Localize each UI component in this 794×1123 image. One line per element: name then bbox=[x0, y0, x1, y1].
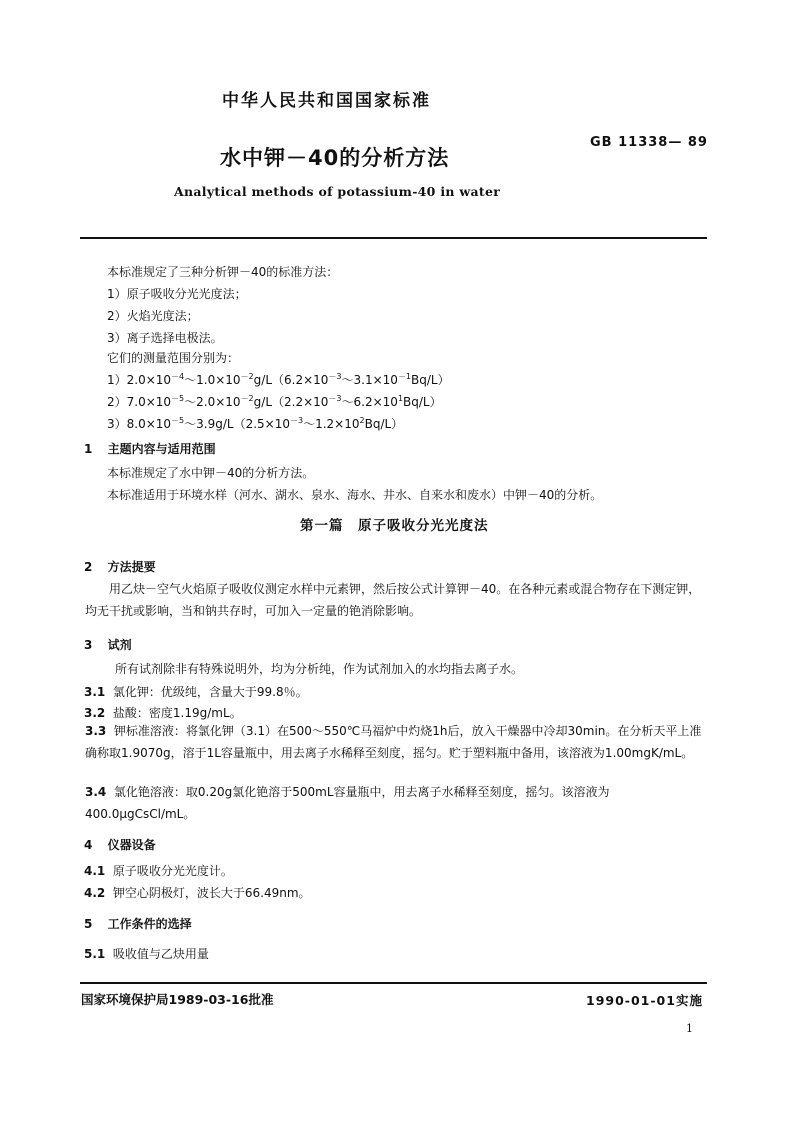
page-number: 1 bbox=[686, 1022, 693, 1035]
part-title: 第一篇 原子吸收分光光度法 bbox=[300, 518, 489, 534]
clause-number: 4.2 bbox=[84, 886, 106, 900]
intro-method-item: 1）原子吸收分光光度法； bbox=[107, 287, 247, 301]
section-heading bbox=[84, 558, 156, 575]
clause-number: 3.4 bbox=[85, 785, 107, 799]
range-exponent: －3 bbox=[328, 394, 342, 403]
intro-range-item bbox=[107, 393, 442, 410]
section-heading bbox=[84, 636, 132, 653]
clause-item bbox=[84, 704, 242, 721]
clause-number: 3.2 bbox=[84, 706, 106, 720]
clause-number: 4.1 bbox=[84, 864, 106, 878]
header-divider bbox=[80, 237, 707, 239]
intro-lead: 本标准规定了三种分析钾－40的标准方法： bbox=[107, 265, 339, 279]
clause-number: 5.1 bbox=[84, 947, 106, 961]
document-title: 水中钾－40的分析方法 bbox=[220, 146, 450, 170]
intro-method-item: 3）离子选择电极法。 bbox=[107, 331, 223, 345]
section-title: 工作条件的选择 bbox=[107, 917, 192, 931]
range-exponent: －2 bbox=[240, 394, 254, 403]
range-text: ～1.0×10 bbox=[184, 373, 241, 387]
clause-item bbox=[84, 884, 311, 901]
clause-text: 吸收值与乙炔用量 bbox=[112, 947, 209, 961]
range-text: 3）8.0×10 bbox=[107, 417, 172, 431]
range-exponent: －2 bbox=[240, 372, 254, 381]
clause-number: 3.1 bbox=[84, 685, 106, 699]
section-title: 仪器设备 bbox=[107, 838, 156, 852]
section-text-line: 所有试剂除非有特殊说明外，均为分析纯，作为试剂加入的水均指去离子水。 bbox=[115, 662, 524, 676]
range-exponent: －3 bbox=[289, 416, 304, 425]
clause-item bbox=[84, 945, 209, 962]
section-text-line: 本标准适用于环境水样（河水、湖水、泉水、海水、井水、自来水和废水）中钾－40的分析。 bbox=[107, 488, 603, 502]
section-number: 3 bbox=[84, 638, 93, 652]
section-number: 1 bbox=[84, 442, 93, 456]
clause-number: 3.3 bbox=[85, 724, 107, 738]
approval-date: 国家环境保护局1989-03-16批准 bbox=[81, 992, 274, 1007]
intro-range-item bbox=[107, 371, 450, 388]
range-exponent: 1 bbox=[397, 394, 404, 403]
clause-item bbox=[84, 683, 308, 700]
section-heading bbox=[84, 915, 192, 932]
intro-range-item bbox=[107, 415, 403, 432]
intro-range-lead: 它们的测量范围分别为： bbox=[107, 351, 240, 365]
range-text: Bq/L） bbox=[403, 395, 442, 409]
range-exponent: －5 bbox=[171, 416, 185, 425]
range-text: Bq/L） bbox=[411, 373, 450, 387]
range-text: ～3.9g/L（2.5×10 bbox=[184, 417, 290, 431]
range-exponent: －4 bbox=[171, 372, 185, 381]
range-text: ～2.0×10 bbox=[184, 395, 241, 409]
clause-text: 钾标准溶液：将氯化钾（3.1）在500～550℃马福炉中灼烧1h后，放入干燥器中冷却30min。在分析天平上准确称取1.9070g，溶于1L容量瓶中，用去离子水稀释至刻度，摇匀。贮于塑料瓶中备用，该溶液为1.00mgK/mL。 bbox=[85, 724, 702, 760]
clause-item bbox=[85, 720, 707, 764]
clause-text: 氯化铯溶液：取0.20g氯化铯溶于500mL容量瓶中，用去离子水稀释至刻度，摇匀。该溶液为400.0μgCsCl/mL。 bbox=[85, 785, 610, 821]
section-number: 2 bbox=[84, 560, 93, 574]
section-title: 试剂 bbox=[107, 638, 132, 652]
issuing-authority: 中华人民共和国国家标准 bbox=[222, 91, 431, 111]
range-text: ～3.1×10 bbox=[341, 373, 398, 387]
standard-code: GB 11338— 89 bbox=[590, 135, 708, 150]
section-heading bbox=[84, 440, 216, 457]
range-exponent: 2 bbox=[359, 416, 365, 425]
range-text: g/L（2.2×10 bbox=[253, 395, 329, 409]
range-exponent: －1 bbox=[397, 372, 412, 381]
clause-text: 氯化钾：优级纯，含量大于99.8％。 bbox=[112, 685, 308, 699]
section-text-line: 本标准规定了水中钾－40的分析方法。 bbox=[107, 466, 315, 480]
clause-text: 钾空心阴极灯，波长大于66.49nm。 bbox=[112, 886, 311, 900]
clause-text: 原子吸收分光光度计。 bbox=[112, 864, 233, 878]
clause-item bbox=[85, 781, 707, 825]
section-number: 5 bbox=[84, 917, 93, 931]
effective-date: 1990-01-01实施 bbox=[586, 993, 703, 1008]
range-exponent: －5 bbox=[171, 394, 185, 403]
range-exponent: －3 bbox=[328, 372, 342, 381]
document-title-english: Analytical methods of potassium-40 in water bbox=[174, 184, 501, 199]
clause-item bbox=[84, 862, 233, 879]
range-text: 1）2.0×10 bbox=[107, 373, 172, 387]
section-heading bbox=[84, 836, 156, 853]
range-text: Bq/L） bbox=[364, 417, 404, 431]
range-text: 2）7.0×10 bbox=[107, 395, 172, 409]
section-number: 4 bbox=[84, 838, 93, 852]
section-title: 方法提要 bbox=[107, 560, 156, 574]
range-text: ～6.2×10 bbox=[341, 395, 398, 409]
range-text: g/L（6.2×10 bbox=[253, 373, 329, 387]
section-title: 主题内容与适用范围 bbox=[107, 442, 216, 456]
intro-method-item: 2）火焰光度法； bbox=[107, 309, 199, 323]
section-paragraph: 用乙炔－空气火焰原子吸收仪测定水样中元素钾，然后按公式计算钾－40。在各种元素或混合物存在下测定钾，均无干扰或影响，当和钠共存时，可加入一定量的铯消除影响。 bbox=[85, 582, 701, 618]
clause-text: 盐酸：密度1.19g/mL。 bbox=[112, 706, 242, 720]
range-text: ～1.2×10 bbox=[303, 417, 360, 431]
footer-divider bbox=[80, 982, 707, 984]
